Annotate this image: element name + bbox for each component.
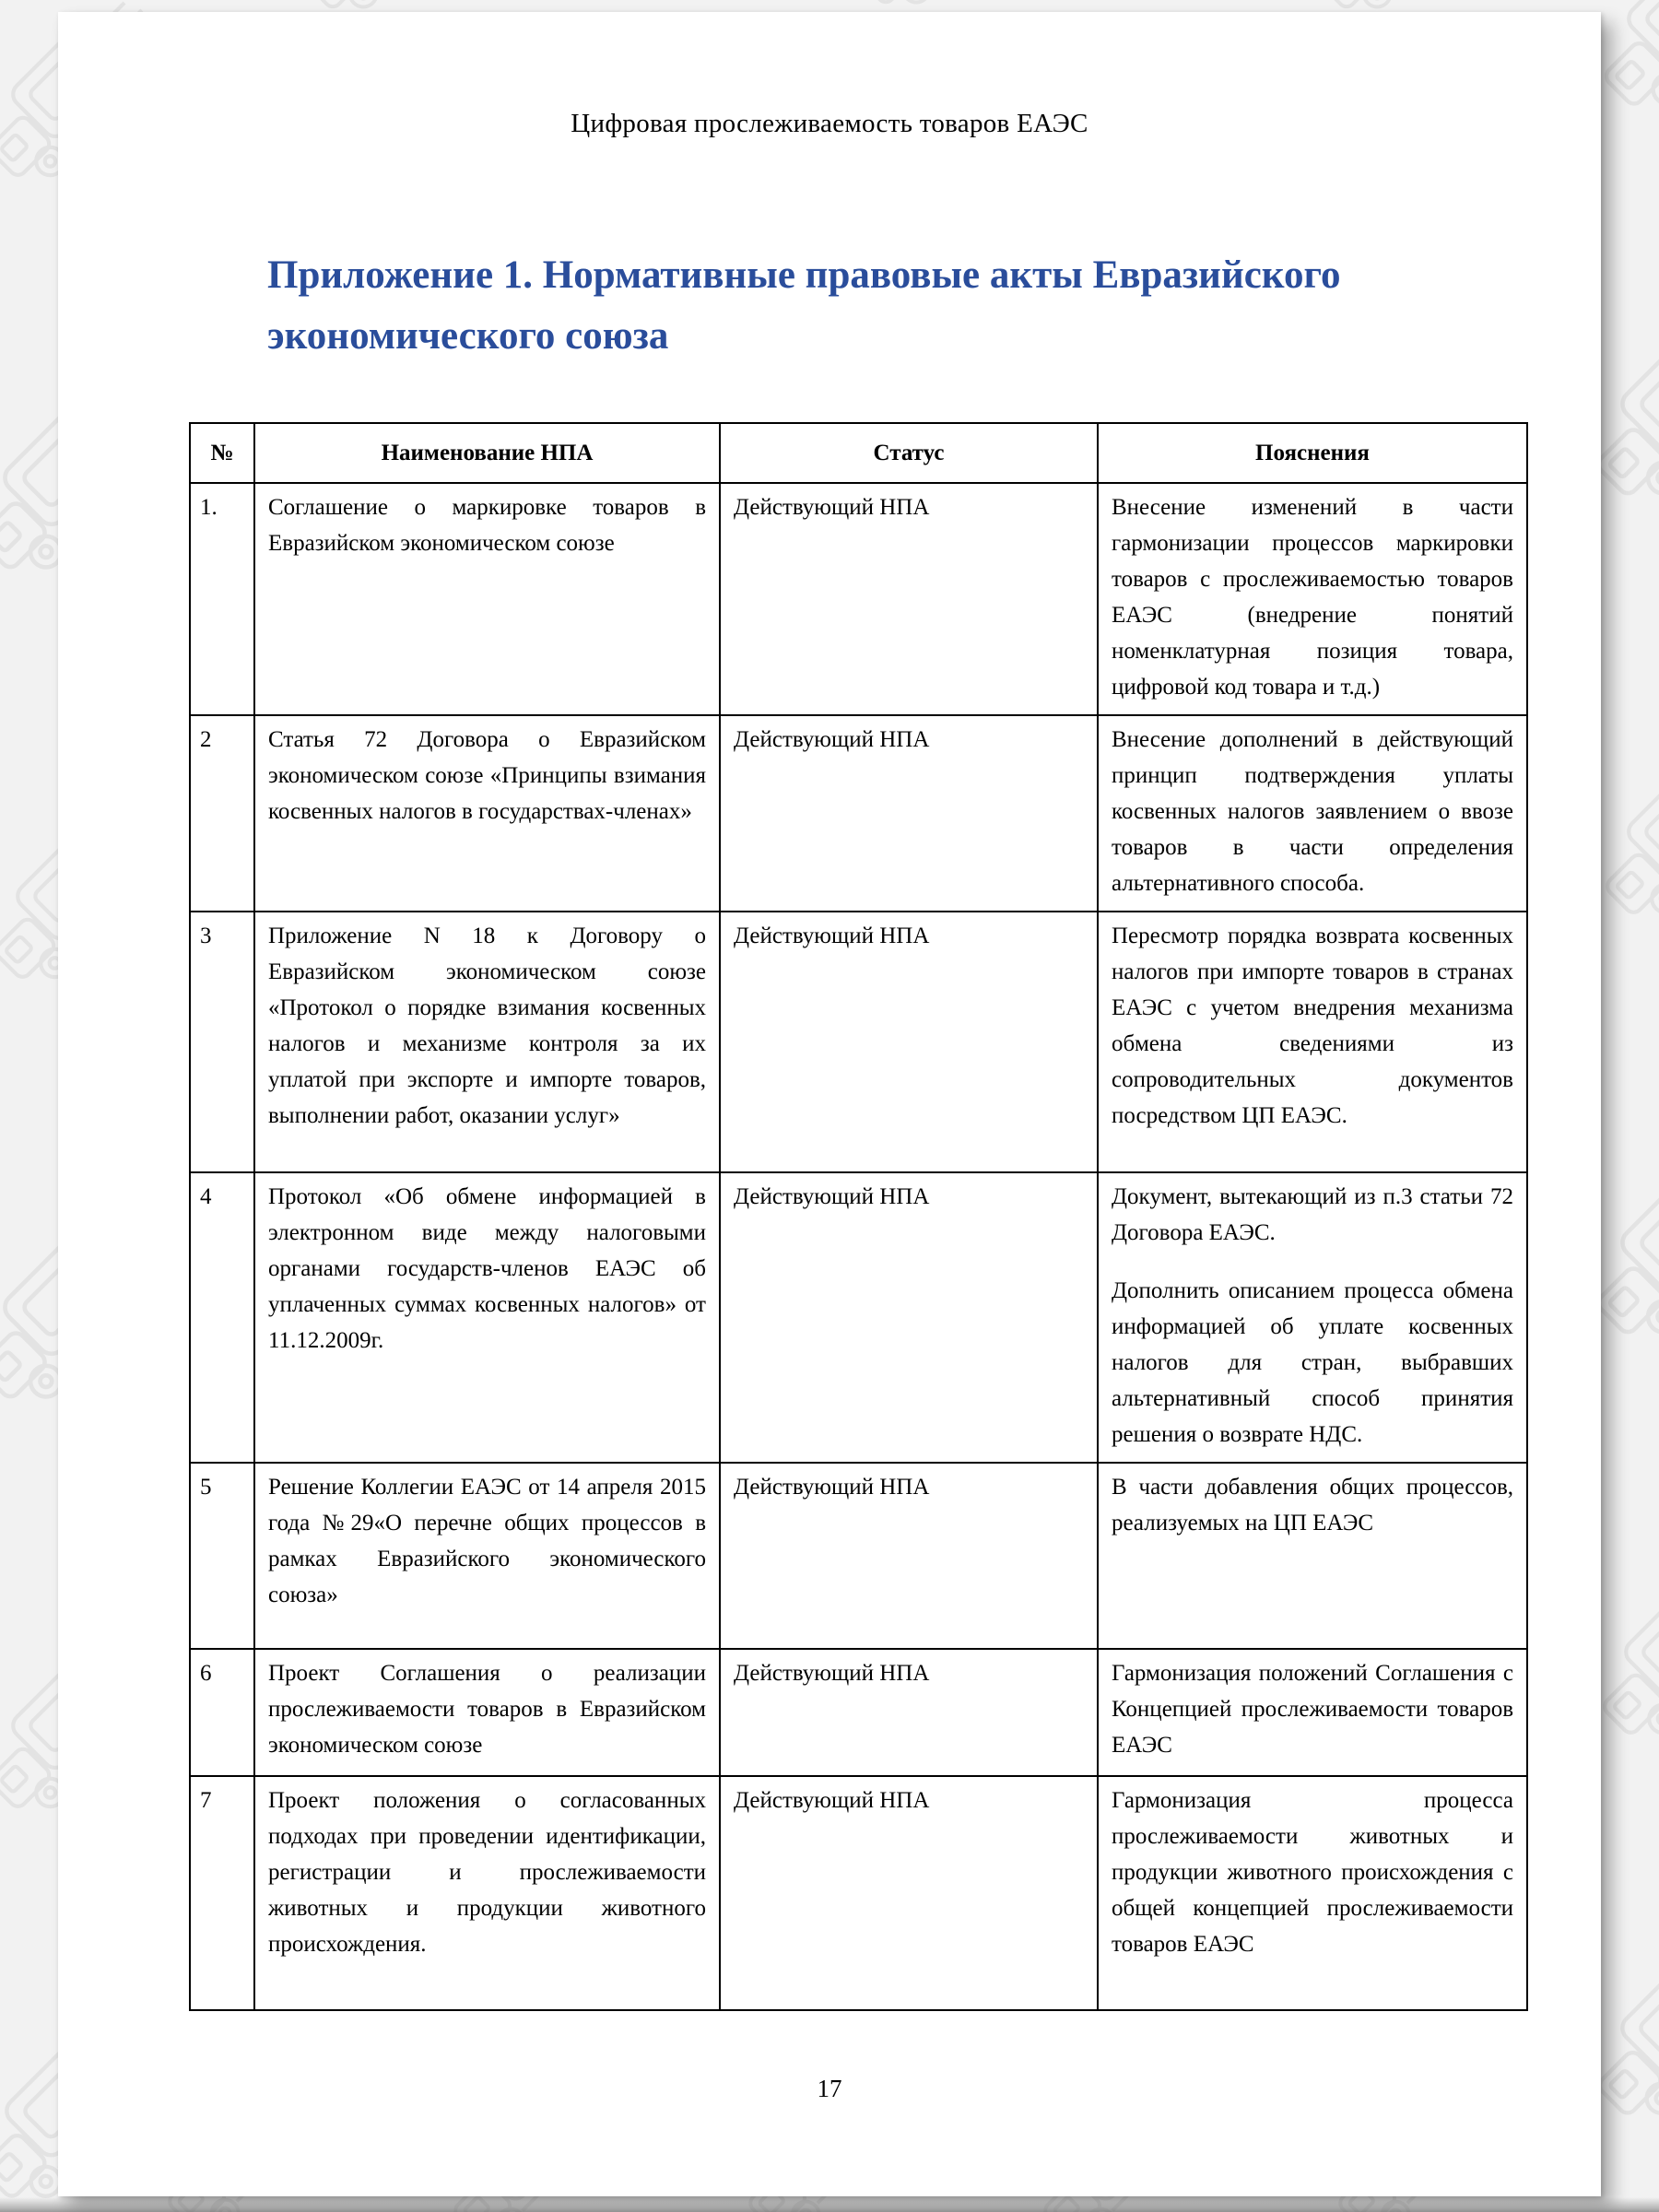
row-name: Протокол «Об обмене информацией в электронном виде между налоговыми органами государств-членов ЕАЭС об уплаченных суммах косвенных налогов» от 11.12.2009г. [254,1172,720,1463]
row-name: Решение Коллегии ЕАЭС от 14 апреля 2015 года №29«О перечне общих процессов в рамках Евразийского экономического союза» [254,1463,720,1649]
row-status: Действующий НПА [720,483,1098,715]
row-name: Проект положения о согласованных подходах при проведении идентификации, регистрации и прослеживаемости животных и продукции животного происхождения. [254,1776,720,2010]
notes-paragraph: Гармонизация процесса прослеживаемости животных и продукции животного происхождения с общей концепцией прослеживаемости товаров ЕАЭС [1112,1788,1513,1957]
bottom-shadow [0,2197,1659,2212]
row-status: Действующий НПА [720,912,1098,1172]
row-num: 7 [190,1776,254,2010]
row-notes [1098,715,1527,912]
npa-table-header [190,423,1527,483]
table-header-row [190,423,1527,483]
column-header-num: № [190,423,254,483]
row-status: Действующий НПА [720,1172,1098,1463]
row-notes [1098,1463,1527,1649]
notes-paragraph: Документ, вытекающий из п.3 статьи 72 Договора ЕАЭС. [1112,1184,1513,1245]
row-name: Соглашение о маркировке товаров в Евразийском экономическом союзе [254,483,720,715]
document-page [58,12,1601,2196]
notes-paragraph: Дополнить описанием процесса обмена информацией об уплате косвенных налогов для стран, выбравших альтернативный способ принятия решения о возврате НДС. [1112,1278,1513,1447]
column-header-notes: Пояснения [1098,423,1527,483]
table-row [190,1172,1527,1463]
notes-paragraph: В части добавления общих процессов, реализуемых на ЦП ЕАЭС [1112,1475,1513,1535]
row-num: 4 [190,1172,254,1463]
table-row [190,1776,1527,2010]
row-notes [1098,1649,1527,1776]
row-num: 2 [190,715,254,912]
page-title: Приложение 1. Нормативные правовые акты Евразийского экономического союза [267,253,1341,358]
row-notes [1098,912,1527,1172]
row-name: Проект Соглашения о реализации прослеживаемости товаров в Евразийском экономическом союзе [254,1649,720,1776]
notes-paragraph: Пересмотр порядка возврата косвенных налогов при импорте товаров в странах ЕАЭС с учетом внедрения механизма обмена сведениями из сопроводительных документов посредством ЦП ЕАЭС. [1112,924,1513,1128]
notes-paragraph: Внесение дополнений в действующий принцип подтверждения уплаты косвенных налогов заявлением о ввозе товаров в части определения альтернативного способа. [1112,727,1513,896]
npa-table [189,422,1528,2011]
npa-table-body [190,483,1527,2010]
page-number: 17 [817,2075,842,2102]
notes-paragraph: Внесение изменений в части гармонизации процессов маркировки товаров с прослеживаемостью товаров ЕАЭС (внедрение понятий номенклатурная позиция товара, цифровой код товара и т.д.) [1112,495,1513,700]
row-status: Действующий НПА [720,1649,1098,1776]
column-header-status: Статус [720,423,1098,483]
table-row [190,1649,1527,1776]
table-row [190,715,1527,912]
row-status: Действующий НПА [720,715,1098,912]
row-notes [1098,1776,1527,2010]
column-header-name: Наименование НПА [254,423,720,483]
row-name: Приложение N 18 к Договору о Евразийском экономическом союзе «Протокол о порядке взимания косвенных налогов и механизме контроля за их уплатой при экспорте и импорте товаров, выполнении работ, оказании услуг» [254,912,720,1172]
table-row [190,912,1527,1172]
row-num: 1. [190,483,254,715]
row-status: Действующий НПА [720,1463,1098,1649]
row-notes [1098,1172,1527,1463]
running-header: Цифровая прослеживаемость товаров ЕАЭС [571,109,1088,138]
row-num: 3 [190,912,254,1172]
table-row [190,483,1527,715]
table-row [190,1463,1527,1649]
notes-paragraph: Гармонизация положений Соглашения с Концепцией прослеживаемости товаров ЕАЭС [1112,1661,1513,1758]
row-num: 6 [190,1649,254,1776]
row-status: Действующий НПА [720,1776,1098,2010]
row-num: 5 [190,1463,254,1649]
row-name: Статья 72 Договора о Евразийском экономическом союзе «Принципы взимания косвенных налогов в государствах-членах» [254,715,720,912]
row-notes [1098,483,1527,715]
